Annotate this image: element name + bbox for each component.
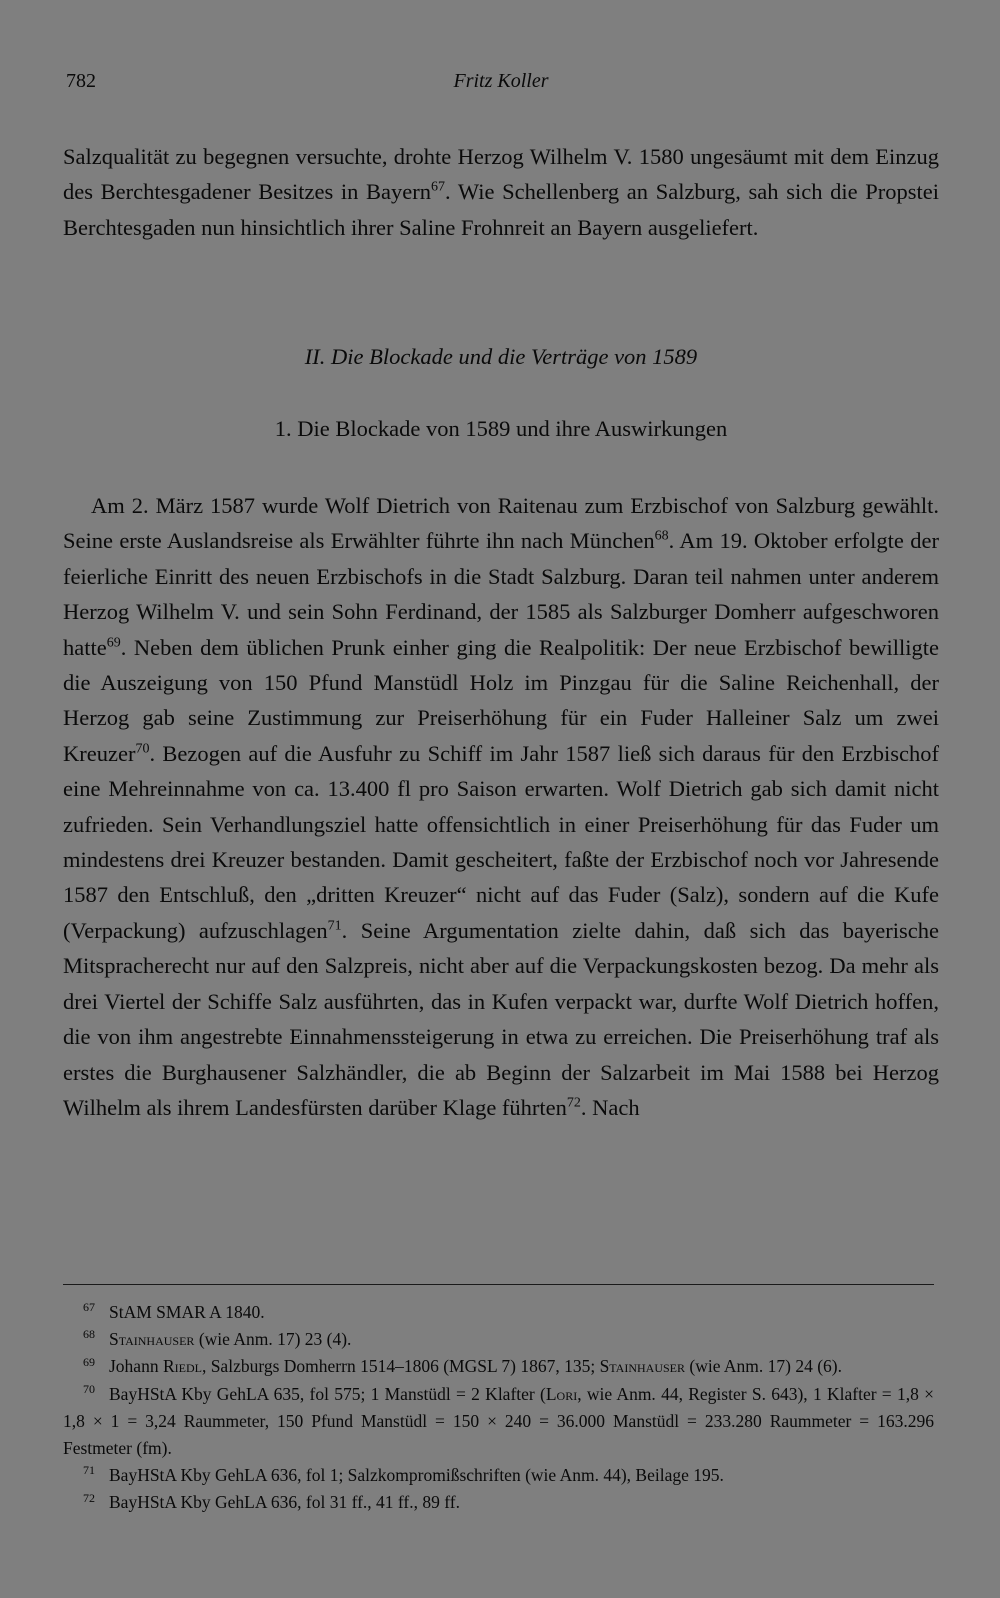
footnote-67	[63, 1299, 934, 1326]
footnote-number: 67	[83, 1300, 95, 1315]
footnotes	[63, 1299, 934, 1517]
footnote-separator	[63, 1284, 934, 1285]
text-run: . Am 19. Oktober erfolgte der feierliche Einritt des neuen Erzbischofs in die Stadt Salzburg. Daran teil nahmen unter anderem Herzog Wilhelm V. und sein Sohn Ferdinand, der 1585 als Salzburger Domherr aufgeschworen hatte	[63, 528, 939, 660]
footnote-text: , Salzburgs Domherrn 1514–1806 (MGSL 7) 1867, 135;	[201, 1356, 600, 1377]
section-heading: II. Die Blockade und die Verträge von 1589	[304, 344, 698, 369]
footnote-71	[63, 1462, 934, 1489]
footnote-text: Johann	[109, 1356, 163, 1377]
running-title: Fritz Koller	[453, 70, 549, 92]
footnote-text: , wie Anm. 44, Register S. 643), 1 Klafter = 1,8 × 1,8 × 1 = 3,24 Raummeter, 150 Pfund Manstüdl = 150 × 240 = 36.000 Manstüdl = 233.280 Raummeter = 163.296 Festmeter (fm).	[63, 1383, 934, 1459]
footnote-number: 72	[83, 1490, 95, 1505]
footnote-70	[63, 1381, 934, 1463]
author-name: Stainhauser	[599, 1356, 686, 1377]
text-run: Salzqualität zu begegnen versuchte, drohte Herzog Wilhelm V. 1580 ungesäumt mit dem Einzug des Berchtesgadener Besitzes in Bayern	[63, 144, 939, 205]
paragraph-2	[63, 488, 939, 1125]
footnote-ref-71[interactable]: 71	[327, 918, 342, 934]
footnote-number: 68	[83, 1327, 95, 1342]
footnote-ref-72[interactable]: 72	[566, 1095, 581, 1111]
page-header	[66, 70, 936, 104]
footnote-ref-67[interactable]: 67	[431, 179, 445, 195]
author-name: Stainhauser	[109, 1329, 195, 1350]
footnote-text: BayHStA Kby GehLA 636, fol 31 ff., 41 ff., 89 ff.	[109, 1492, 460, 1513]
footnote-text: BayHStA Kby GehLA 635, fol 575; 1 Manstüdl = 2 Klafter (	[109, 1383, 546, 1404]
footnote-text: (wie Anm. 17) 23 (4).	[194, 1329, 352, 1350]
footnote-text: StAM SMAR A 1840.	[109, 1302, 265, 1322]
author-name: Lori	[545, 1383, 578, 1404]
paragraph-1	[63, 139, 939, 245]
footnote-text: (wie Anm. 17) 24 (6).	[685, 1356, 843, 1377]
footnote-ref-68[interactable]: 68	[654, 528, 669, 544]
footnote-ref-70[interactable]: 70	[135, 741, 150, 757]
footnote-number: 71	[83, 1463, 95, 1478]
footnote-ref-69[interactable]: 69	[106, 635, 121, 651]
footnote-69	[63, 1353, 934, 1380]
footnote-72	[63, 1489, 934, 1516]
footnote-text: BayHStA Kby GehLA 636, fol 1; Salzkompromißschriften (wie Anm. 44), Beilage 195.	[109, 1465, 724, 1486]
text-run: . Seine Argumentation zielte dahin, daß sich das bayerische Mitspracherecht nur auf den Salzpreis, nicht aber auf die Verpackungskosten bezog. Da mehr als drei Viertel der Schiffe Salz ausführten, das in Kufen verpackt war, durfte Wolf Dietrich hoffen, die von ihm angestrebte Einnahmenssteigerung in etwa zu erreichen. Die Preiserhöhung traf als erstes die Burghausener Salzhändler, die ab Beginn der Salzarbeit im Mai 1588 bei Herzog Wilhelm als ihrem Landesfürsten darüber Klage führten	[63, 917, 939, 1120]
text-run: . Nach	[580, 1094, 640, 1120]
text-run: . Neben dem üblichen Prunk einher ging die Realpolitik: Der neue Erzbischof bewilligte die Auszeigung von 150 Pfund Manstüdl Holz im Pinzgau für die Saline Reichenhall, der Herzog gab seine Zustimmung zur Preiserhöhung für ein Fuder Halleiner Salz um zwei Kreuzer	[63, 634, 939, 766]
page-number: 782	[66, 70, 96, 92]
text-run: . Bezogen auf die Ausfuhr zu Schiff im Jahr 1587 ließ sich daraus für den Erzbischof eine Mehreinnahme von ca. 13.400 fl pro Saison erwarten. Wolf Dietrich gab sich damit nicht zufrieden. Sein Verhandlungsziel hatte offensichtlich in einer Preiserhöhung für das Fuder um mindestens drei Kreuzer bestanden. Damit gescheitert, faßte der Erzbischof noch vor Jahresende 1587 den Entschluß, den „dritten Kreuzer“ nicht auf das Fuder (Salz), sondern auf die Kufe (Verpackung) aufzuschlagen	[63, 740, 939, 943]
subsection-heading: 1. Die Blockade von 1589 und ihre Auswirkungen	[274, 416, 728, 441]
footnote-68	[63, 1326, 934, 1353]
footnote-number: 70	[83, 1381, 95, 1396]
text-run: . Wie Schellenberg an Salzburg, sah sich die Propstei Berchtesgaden nun hinsichtlich ihrer Saline Frohnreit an Bayern ausgeliefert.	[63, 179, 939, 240]
footnote-number: 69	[83, 1354, 95, 1369]
text-run: Am 2. März 1587 wurde Wolf Dietrich von Raitenau zum Erzbischof von Salzburg gewählt. Seine erste Auslandsreise als Erwählter führte ihn nach München	[63, 493, 939, 554]
author-name: Riedl	[162, 1356, 202, 1377]
